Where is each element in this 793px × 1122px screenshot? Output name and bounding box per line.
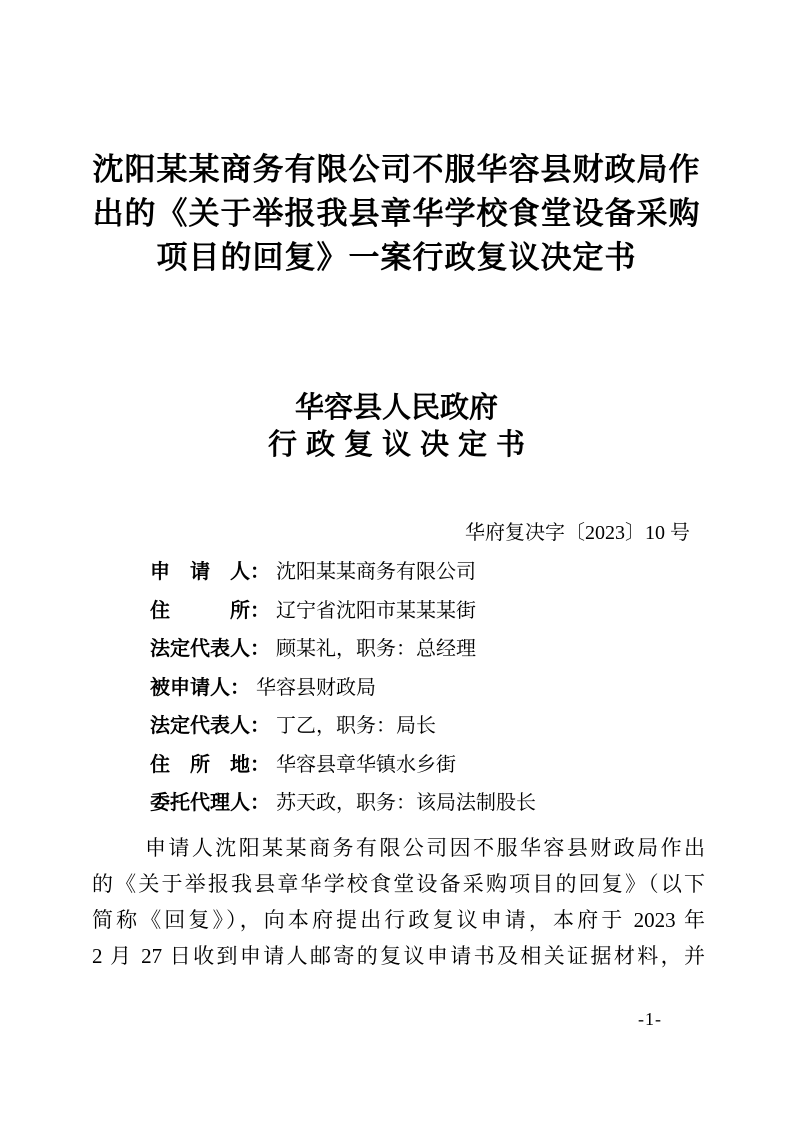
party-row-applicant-address	[150, 592, 733, 631]
party-label: 法定代表人：	[150, 638, 270, 660]
party-row-respondent-address	[150, 746, 733, 785]
document-reference-number: 华府复决字〔2023〕10 号	[465, 522, 690, 544]
page-number: -1-	[638, 1009, 662, 1029]
body-line: 简称《回复》），向本府提出行政复议申请，本府于 2023 年	[92, 908, 705, 932]
party-label: 被申请人：	[150, 676, 250, 699]
document-type-heading: 行政复议决定书	[267, 429, 534, 461]
party-value: 丁乙，职务：局长	[276, 715, 436, 737]
document-title-line: 项目的回复》一案行政复议决定书	[156, 240, 637, 275]
party-row-authorized-agent	[150, 784, 733, 823]
party-label: 住 所 地：	[150, 753, 270, 776]
party-row-respondent-legal-representative	[150, 707, 733, 746]
party-value: 顾某礼，职务：总经理	[276, 638, 476, 660]
party-label: 法定代表人：	[150, 715, 270, 737]
party-label: 委托代理人：	[150, 792, 270, 814]
document-title	[45, 148, 748, 280]
party-label: 住 所：	[150, 599, 270, 622]
party-value: 苏天政，职务：该局法制股长	[276, 792, 536, 814]
body-line: 的《关于举报我县章华学校食堂设备采购项目的回复》（以下	[92, 872, 705, 896]
body-line: 申请人沈阳某某商务有限公司因不服华容县财政局作出	[145, 836, 705, 860]
party-value: 华容县章华镇水乡街	[276, 753, 456, 776]
party-value: 沈阳某某商务有限公司	[276, 561, 476, 583]
issuing-authority: 华容县人民政府	[294, 392, 498, 424]
party-row-applicant-legal-representative	[150, 630, 733, 669]
body-paragraph	[92, 830, 705, 974]
party-information-list	[150, 553, 733, 823]
party-label: 申 请 人：	[150, 561, 270, 583]
party-row-respondent	[150, 669, 733, 708]
body-line: 2 月 27 日收到申请人邮寄的复议申请书及相关证据材料，并	[92, 944, 705, 968]
document-title-line: 沈阳某某商务有限公司不服华容县财政局作	[92, 152, 701, 187]
party-value: 辽宁省沈阳市某某某街	[276, 599, 476, 622]
party-value: 华容县财政局	[256, 676, 376, 699]
document-title-line: 出的《关于举报我县章华学校食堂设备采购	[92, 196, 701, 231]
party-row-applicant	[150, 553, 733, 592]
